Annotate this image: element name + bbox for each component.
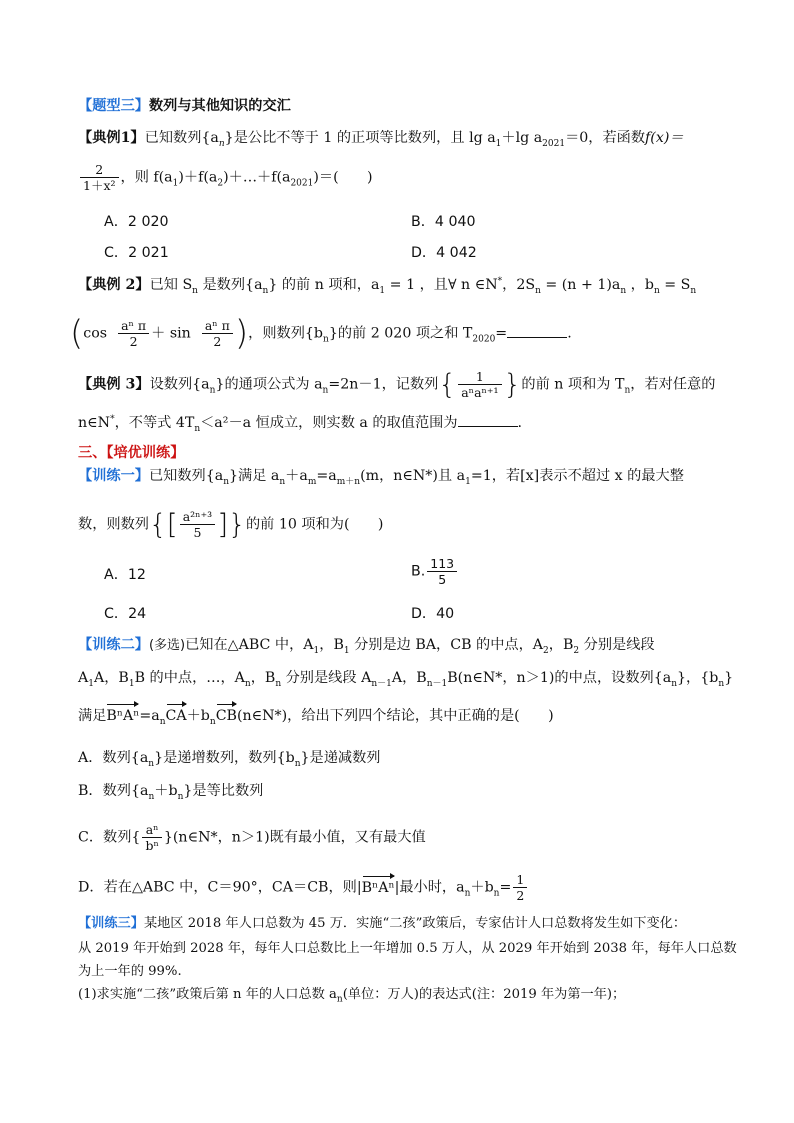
training2-option-d: D．若在△ABC 中，C＝90°，CA＝CB，则|BⁿAⁿ|最小时，$a_n+b_n=$ $\frac{1}{2}$ (78, 872, 529, 903)
training2-line1: 【训练二】(多选)已知在△ABC 中，$A_1$，$B_1$ 分别是边 BA，CB 的中点，$A_2$，$B_2$ 分别是线段 (78, 637, 655, 656)
option-c: C．24 (104, 606, 147, 622)
answer-blank (507, 323, 567, 338)
training1-line2: 数，则数列{[ $\frac{\text{a²ⁿ⁺³}}{5}$ ]}的前 10 项和为( ) (78, 507, 384, 541)
training2-option-a: A．数列$\{a_n\}$是递增数列，数列$\{b_n\}$是递减数列 (78, 750, 381, 769)
training3-line2: 从 2019 年开始到 2028 年，每年人口总数比上一年增加 0.5 万人，从 2029 年开始到 2038 年，每年人口总数 (78, 941, 737, 956)
training2-option-b: B．数列$\{a_n+b_n\}$是等比数列 (78, 783, 264, 802)
option-b: B. $\frac{113}{5}$ (411, 556, 459, 587)
option-b: B．4 040 (411, 214, 476, 230)
example2-line1: 【典例 2】已知 $S_n$ 是数列$\{a_n\}$ 的前 n 项和，$a_1 = 1$ ，且∀ n ∈N*，$2S_n = (n + 1)a_n$ ，$b_n = S_n$ (78, 276, 697, 296)
option-a: A．12 (104, 567, 146, 583)
fraction: $\frac{2}{\text{1＋x²}}$ (80, 162, 119, 193)
training3-line4: (1)求实施“二孩”政策后第 n 年的人口总数 $a_n$(单位：万人)的表达式(注：2019 年为第一年)； (78, 987, 626, 1005)
example3-line2: n∈N*，不等式 $4T_n<a^2-a$ 恒成立，则实数 a 的取值范围为 . (78, 412, 522, 433)
option-d: D．4 042 (411, 245, 477, 261)
training2-line2: $A_1A$，$B_1B$ 的中点，…，$A_n$，$B_n$ 分别是线段 $A_{n-1}A$，$B_{n-1}B(n\in N*$，n＞1)的中点，设数列$\{a_n\}$，$\{b_n\}$ (78, 670, 734, 689)
example3-line1: 【典例 3】设数列$\{a_n\}$的通项公式为 $a_n=2n-1$，记数列{ $\frac{1}{\text{aⁿaⁿ⁺¹}}$ }的前 n 项和为 $T_n$，若对任意的 (78, 367, 716, 401)
training3-line1: 【训练三】某地区 2018 年人口总数为 45 万．实施“二孩”政策后，专家估计人口总数将发生如下变化： (78, 916, 687, 931)
example2-line2: (cos $\frac{\text{aⁿ π}}{2}$ ＋ sin $\frac{\text{aⁿ π}}{2}$ )，则数列$\{b_n\}$的前 2 020 项之和 $T_{2020}=$ . (70, 313, 572, 354)
option-d: D．40 (411, 606, 455, 622)
training3-line3: 为上一年的 99%. (78, 964, 182, 979)
example1-line2: $\frac{2}{\text{1＋x²}}$ ，则 $f(a_1)+f(a_2)+\dots+f(a_{2021})=$( ) (78, 162, 373, 193)
section-heading: 【题型三】数列与其他知识的交汇 (78, 98, 291, 114)
part-heading: 三、【培优训练】 (78, 445, 185, 461)
option-a: A．2 020 (104, 214, 169, 230)
training1-line1: 【训练一】已知数列$\{a_n\}$满足 $a_n+a_m=a_{m+n}(m$，n∈N*)且 $a_1=1$，若[x]表示不超过 x 的最大整 (78, 468, 684, 487)
example1-line1: 【典例1】已知数列$\{a_n\}$是公比不等于 1 的正项等比数列，且 $\lg a_1+\lg$ $a_{2021}=0$，若函数f(x)＝ (78, 130, 684, 149)
option-c: C．2 021 (104, 245, 169, 261)
training2-line3: 满足$B^nA^n=a_nCA+b_nCB(n\in N*)$，给出下列四个结论，其中正确的是( ) (78, 708, 554, 727)
training2-option-c: C．数列{ $\frac{\text{aⁿ}}{\text{bⁿ}}$ }(n∈N*，n＞1)既有最小值，又有最大值 (78, 822, 426, 853)
